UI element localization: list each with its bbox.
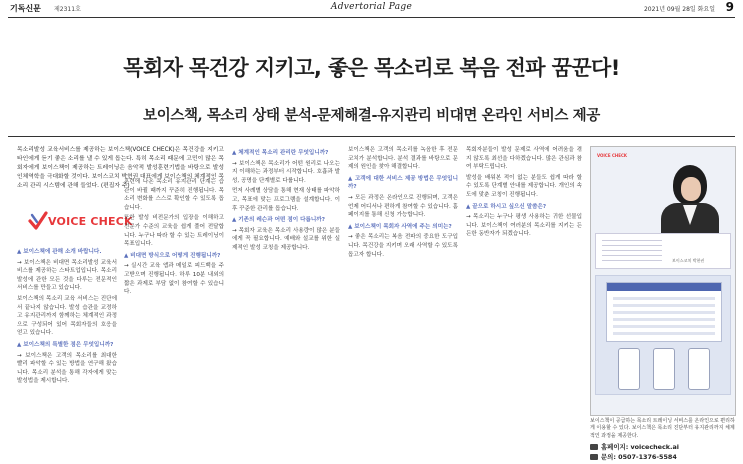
article-column-4 [348, 146, 458, 261]
paper-name: 기독신문 [10, 4, 41, 13]
issue-date: 2021년 09월 28일 화요일 [643, 6, 715, 13]
mini-logo: VOICE CHECK [597, 153, 628, 158]
answer-paragraph: → 목회자 교육은 목소리 사용량이 많은 분들에게 꼭 필요합니다. 예배와 설교를 위한 실제적인 발성 코칭을 제공합니다. [232, 227, 340, 251]
homepage-text: 홈페이지: voicecheck.ai [601, 443, 679, 451]
photo-caption: 보이스책이 공급하는 목소리 트레이닝 서비스를 온라인으로 편리하게 이용할 수 있다. 보이스책은 목소리 진단부터 유지관리까지 체계적인 과정을 제공한다. [590, 418, 735, 439]
headline-divider [8, 136, 735, 137]
article-column-2 [124, 178, 224, 299]
answer-paragraph: → 목소리는 누구나 평생 사용하는 귀한 선물입니다. 보이스책이 여러분의 목소리를 지키는 든든한 동반자가 되겠습니다. [466, 214, 582, 238]
subheadline: 보이스책, 목소리 상태 분석-문제해결-유지관리 비대면 온라인 서비스 제공 [143, 107, 600, 124]
checkmark-icon [28, 211, 48, 233]
phone-icon [590, 454, 598, 460]
service-panel [595, 275, 731, 395]
question-heading: ▲ 보이스책에 관해 소개 바랍니다. [17, 249, 102, 255]
voice-check-logo [28, 211, 138, 233]
advertisement-photo [590, 146, 736, 416]
phone-text: 문의: 0507-1376-5584 [601, 453, 677, 461]
question-heading: ▲ 체계적인 목소리 관리란 무엇입니까? [232, 150, 329, 156]
phone-icon [653, 348, 675, 390]
homepage-line[interactable] [590, 442, 736, 452]
article-column-1 [17, 245, 117, 388]
answer-paragraph: 또한 발성 비전문가의 입장을 이해하고 전문가 수준의 교육을 쉽게 풀어 전달합니다. 누구나 따라 할 수 있는 트레이닝이 목표입니다. [124, 215, 224, 248]
article-column-3 [232, 146, 340, 255]
person-face [681, 177, 701, 201]
answer-paragraph: → 실시간 교육 앱과 메일로 피드백을 주고받으며 진행됩니다. 하루 10분 내외의 짧은 과제로 부담 없이 참여할 수 있습니다. [124, 263, 224, 296]
lead-paragraph: 목소리발성 교육서비스를 제공하는 보이스책(VOICE CHECK)은 목건강을 지키고 타인에게 듣기 좋은 소리를 낼 수 있게 돕는다. 특히 목소리 때문에 고민이 많은 목회자에게 보이스책이 제공하는 트레이닝은 음악적 발성훈련기법을 바탕으로 발성 인체역학을 극대화할 것이다. 보이스코치 박현권 대표에게 보이스책의 체계적인 목소리 관리 시스템에 관해 들었다. (편집자 주) [17, 147, 224, 190]
answer-paragraph: → 보이스책은 비대면 목소리발성 교육서비스를 제공하는 스타트업입니다. 목소리발성에 관한 모든 것을 다루는 전문적인 서비스를 만들고 있습니다. [17, 259, 117, 292]
question-heading: ▲ 고객에 대한 서비스 제공 방법은 무엇입니까? [348, 175, 458, 191]
section-title: Advertorial Page [330, 2, 413, 12]
answer-paragraph: → 보이스책은 목소리가 어떤 원리로 나오는지 이해하는 과정부터 시작합니다. 호흡과 발성, 공명을 단계별로 다룹니다. [232, 160, 340, 184]
article-column-5 [466, 146, 582, 241]
question-heading: ▲ 보이스책의 특별한 점은 무엇입니까? [17, 341, 114, 348]
contact-block [590, 442, 736, 462]
logo-text: VOICE CHECK [48, 215, 133, 228]
answer-paragraph: → 모든 과정은 온라인으로 진행되며, 고객은 언제 어디서나 편하게 참여할 수 있습니다. 홈페이지를 통해 신청 가능합니다. [348, 194, 458, 219]
phone-icon [688, 348, 710, 390]
masthead [0, 0, 743, 16]
person-label: 보이스코치 박현권 [672, 258, 705, 263]
page-number: 9 [725, 0, 734, 14]
card-text-lines [602, 240, 662, 264]
phone-line[interactable] [590, 452, 736, 462]
question-heading: ▲ 끝으로 하시고 싶으신 말씀은? [466, 203, 547, 210]
answer-paragraph: → 좋은 목소리는 복음 전파의 중요한 도구입니다. 목건강을 지키며 오래 사역할 수 있도록 돕고자 합니다. [348, 234, 458, 258]
top-divider [8, 17, 735, 18]
phone-mockups [618, 348, 710, 390]
answer-paragraph: 발성을 배워본 적이 없는 분들도 쉽게 따라 할 수 있도록 단계별 안내를 제공합니다. 개인의 속도에 맞춘 코칭이 진행됩니다. [466, 174, 582, 198]
phone-icon [618, 348, 640, 390]
question-heading: ▲ 기존의 레슨과 어떤 점이 다릅니까? [232, 217, 325, 224]
issue-number: 제2311호 [54, 6, 81, 13]
home-icon [590, 444, 598, 450]
app-content-rows [613, 297, 715, 337]
app-screen-illustration [606, 282, 722, 342]
headline: 목회자 목건강 지키고, 좋은 목소리로 복음 전파 꿈꾼다! [123, 56, 620, 80]
question-heading: ▲ 보이스책이 목회자 사역에 주는 의미는? [348, 223, 452, 230]
answer-paragraph: 보이스책의 목소리 교육 서비스는 진단에서 끝나지 않습니다. 발성 습관을 교정하고 유지관리까지 함께하는 체계적인 과정으로 구성되어 있어 목회자들의 호응을 얻고 있습니다. [17, 295, 117, 337]
name-card [595, 233, 731, 269]
answer-paragraph: 훈련에 나온 목소리 유지관리 단계는 습관이 바뀔 때까지 꾸준히 진행됩니다. 목소리 변화를 스스로 확인할 수 있도록 돕습니다. [124, 179, 224, 211]
question-heading: ▲ 비대면 방식으로 어떻게 진행됩니까? [124, 252, 221, 259]
answer-paragraph: 목회자분들이 발성 문제로 사역에 어려움을 겪지 않도록 최선을 다하겠습니다. 많은 관심과 참여 부탁드립니다. [466, 147, 582, 171]
answer-paragraph: 먼저 사례별 상담을 통해 현재 상태를 파악하고, 목표에 맞는 프로그램을 설계합니다. 이후 꾸준한 관리를 돕습니다. [232, 188, 340, 212]
answer-paragraph: 보이스책은 고객의 목소리를 녹음한 후 전문 코치가 분석합니다. 분석 결과를 바탕으로 문제의 원인을 찾아 해결합니다. [348, 147, 458, 171]
app-header-bar [607, 283, 721, 291]
answer-paragraph: → 보이스책은 고객의 목소리를 최대한 빨리 파악할 수 있는 방법을 연구해 왔습니다. 목소리 분석을 통해 각자에게 맞는 발성법을 제시합니다. [17, 352, 117, 385]
